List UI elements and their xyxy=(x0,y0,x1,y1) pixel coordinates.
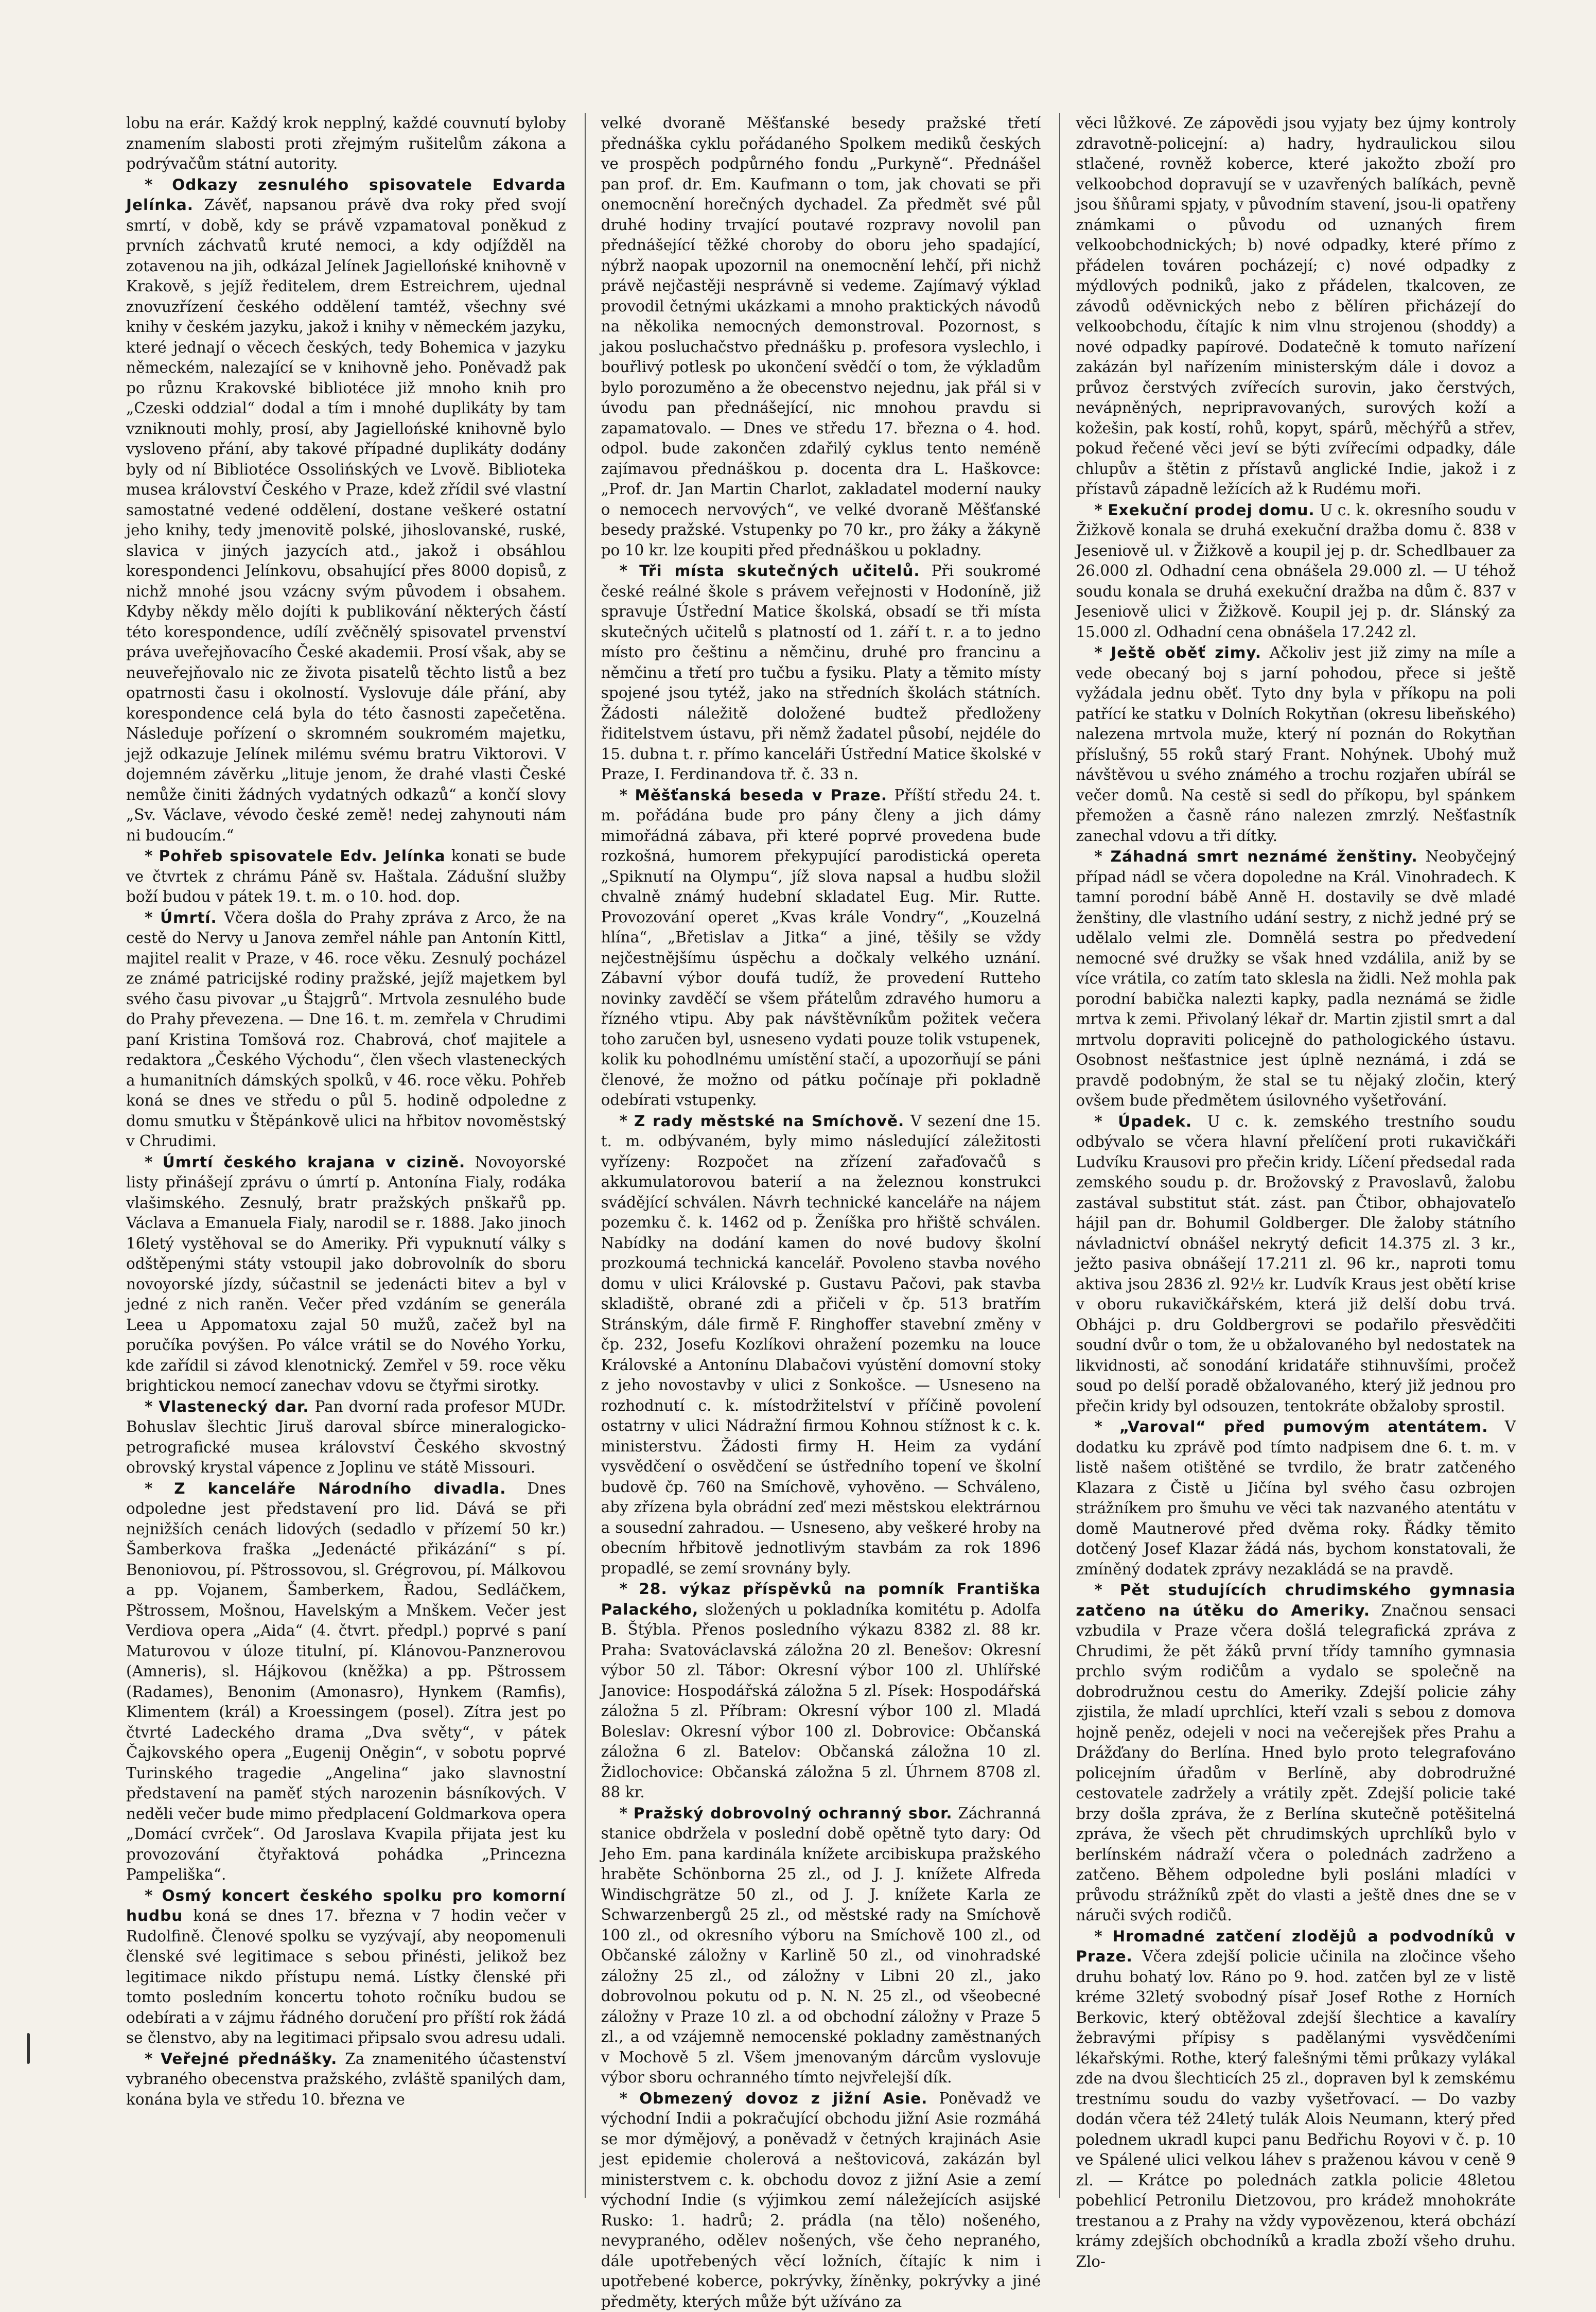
bullet-star: * xyxy=(1094,847,1110,865)
article-text: konati se bude ve čtvrtek z chrámu Páně sv. Haštala. Zádušní služby boží budou v pátek 19. t. m. o 10. hod. dop. xyxy=(126,847,566,905)
article-text: Pan dvorní rada profesor MUDr. Bohuslav šlechtic Jiruš daroval sbírce mineralogicko-petrografické musea království Českého skvostný obrovský krystal vápence z Joplinu ve státě Missouri. xyxy=(126,1398,566,1477)
bullet-star: * xyxy=(620,1580,639,1598)
bullet-star: * xyxy=(145,1886,162,1904)
article-text: Dnes odpoledne jest představení pro lid. Dává se při nejnižších cenách lidových (sedadlo v přízemí 50 kr.) Šamberkova fraška „Jedenácté přikázání“ s pí. Benoniovou, pí. Pštrossovou, sl. Grégrovou, pí. Málkovou a pp. Vojanem, Šamberkem, Řadou, Sedláčkem, Pštrossem, Mošnou, Havelským a Mnškem. Večer jest Verdiova opera „Aida“ (4. čtvrt. předpl.) poprvé s paní Maturovou v úloze titulní, pí. Klánovou-Panznerovou (Amneris), sl. Hájkovou (kněžka) a pp. Pštrossem (Radames), Benonim (Amonasro), Hynkem (Ramfis), Klimentem (král) a Kroessingem (posel). Zítra jest po čtvrté Ladeckého drama „Dva světy“, v pátek Čajkovského opera „Eugenij Oněgin“, v sobotu poprvé Turinského tragedie „Angelina“ jako slavnostní představení na paměť stých narozenin básníkových. V neděli večer bude mimo předplacení Goldmarkova opera „Domácí cvrček“. Od Jaroslava Kvapila přijata jest ku provozování čtyřaktová pohádka „Princezna Pampeliška“. xyxy=(126,1480,566,1884)
bullet-star: * xyxy=(145,1397,159,1415)
bullet-star: * xyxy=(1094,1112,1118,1130)
newspaper-page xyxy=(126,113,1516,2198)
bullet-star: * xyxy=(620,1112,634,1130)
article-heading: Pět studujících chrudimského gymnasia zatčeno na útěku do Ameriky. xyxy=(1076,1581,1516,1619)
article-text: Značnou sensaci vzbudila v Praze včera došlá telegrafická zpráva z Chrudimi, že pět žáků první třídy tamního gymnasia prchlo svým rodičům a vydalo se společně na dobrodružnou cestu do Ameriky. Zdejší policie záhy zjistila, že mladí uprchlíci, kteří vzali s sebou z domova hojně peněz, odejeli v noci na večerejšek přes Prahu a Drážďany do Berlína. Hned bylo proto telegrafováno policejním úřadům v Berlíně, aby dobrodružné cestovatele zadržely a vrátily zpět. Zdejší policie také brzy došla zpráva, že z Berlína skutečně potěšitelná zpráva, že všech pět chrudimských uprchlíků bylo v berlínském nádraží včera o polednách zadrženo a zatčeno. Během odpoledne byli posláni mladíci v průvodu strážníků zpět do vlasti a ještě dnes dne se v náruči svých rodičů. xyxy=(1076,1602,1516,1924)
article-paragraph xyxy=(601,1579,1041,1803)
article-heading: Veřejné přednášky. xyxy=(161,2050,337,2068)
article-paragraph xyxy=(601,785,1041,1111)
article-text: V sezení dne 15. t. m. odbývaném, byly mimo následující záležitosti vyřízeny: Rozpočet na zřízení zařaďovačů s akkumulatorovou baterií a na železnou konstrukci svádějící schválen. Návrh technické kanceláře na nájem pozemku č. k. 1462 od p. Ženíška pro hřiště schválen. Nabídky na dodání kamen do nové budovy školní prozkoumá technická kancelář. Povoleno stavba nového domu v ulici Královské p. Gustavu Pačovi, pak stavba skladiště, obrané zdi a přičeli v čp. 513 bratřím Stránským, dále firmě F. Ringhoffer stavební změny v čp. 232, Josefu Kozlíkovi ohražení pozemku na louce Královské a Antonínu Dlabačovi vyústění domovní stoky z jeho novostavby v ulici z Sonkošce. — Usneseno na rozhodnutí c. k. místodržitelství v příčině povolení ostatrny v ulici Nádražní firmou Kohnou stížnost k c. k. ministerstvu. Žádosti firmy H. Heim za vydání vysvědčení o osvědčení se ústředního topení ve školní budově čp. 760 na Smíchově, vyhověno. — Schváleno, aby zřízena byla obrádní zeď mezi městskou elektrárnou a sousední zahradou. — Usneseno, aby veškeré hroby na obecním hřbitově jednotlivým stavbám za rok 1896 propadlé, se zemí srovnány byly. xyxy=(601,1112,1041,1577)
bullet-star: * xyxy=(145,847,159,865)
article-heading: Pražský dobrovolný ochranný sbor. xyxy=(634,1805,953,1822)
article-text: Záchranná stanice obdržela v poslední době opětně tyto dary: Od Jeho Em. pana kardinála knížete arcibiskupa pražského hraběte Schönborna 25 zl., od J. J. knížete Alfreda Windischgrätze 50 zl., od J. J. knížete Karla ze Schwarzenbergů 25 zl., od městské rady na Smíchově 100 zl., od okresního výboru na Smíchově 100 zl., od Občanské záložny v Karlině 50 zl., od vinohradské záložny 25 zl., od záložny v Libni 20 zl., jako dobrovolnou pokutu od p. N. N. 25 zl., od všeobecné záložny v Praze 10 zl. a od obchodní záložny v Praze 5 zl., a od vzájemně nemocenské pokladny zaměstnaných v Mochově 5 zl. Všem jmenovaným dárcům vyslovuje výbor sboru ochranného tímto nejvřelejší dík. xyxy=(601,1805,1041,2087)
article-paragraph xyxy=(601,1803,1041,2088)
article-heading: „Varoval“ před pumovým atentátem. xyxy=(1119,1418,1488,1435)
bullet-star: * xyxy=(620,2089,640,2107)
article-text: U c. k. okresního soudu v Žižkově konala se druhá exekuční dražba domu č. 838 v Jeseniově ul. v Žižkově a koupil jej p. dr. Schedlbauer za 26.000 zl. Odhadní cena obnášela 29.000 zl. — U téhož soudu konala se druhá exekuční dražba na dům č. 837 v Jeseniově ulici v Žižkově. Koupil jej p. dr. Slánský za 15.000 zl. Odhadní cena obnášela 17.242 zl. xyxy=(1076,501,1516,641)
article-text: Při soukromé české reálné škole s právem veřejnosti v Hodoníně, již spravuje Ústřední Matice školská, obsadí se tři místa skutečných učitelů s platností od 1. září t. r. a to jedno místo pro češtinu a němčinu, druhé pro francinu a němčinu a třetí pro tučbu a fysiku. Platy a těmito místy spojené jsou tytéž, jako na středních školách státních. Žádosti náležitě doložené budtež předloženy řiditelstvem ústavu, při němž žadatel působí, nejdéle do 15. dubna t. r. přímo kanceláři Ústřední Matice školské v Praze, I. Ferdinandova tř. č. 33 n. xyxy=(601,562,1041,783)
article-heading: Obmezený dovoz z jižní Asie. xyxy=(639,2090,927,2107)
bullet-star: * xyxy=(1094,501,1108,519)
article-text: Závěť, napsanou právě dva roky před svojí smrtí, v době, kdy se právě vzpamatoval poněkud z prvních záchvatů kruté nemoci, a kdy odjížděl na zotavenou na jih, odkázal Jelínek Jagiellońské knihovně v Krakově, s jejíž ředitelem, drem Estreichrem, ujednal znovuzřízení českého oddělení tamtéž, všechny své knihy v českém jazyku, jakož i knihy v německém jazyku, které jednají o věcech českých, tedy Bohemica v jazyku německém, nalezající se v knihovně jeho. Poněvadž pak po různu Krakovské bibliotéce již mnoho knih pro „Czeski oddzial“ dodal a tím i mnohé duplikáty by tam vzniknouti mohly, prosí, aby Jagiellońské knihovně bylo vysloveno přání, aby takové případné duplikáty dodány byly od ní Bibliotéce Ossolińských ve Lvově. Biblioteka musea království Českého v Praze, kdež zřídil své vlastní samostatné vedené oddělení, dostane veškeré ostatní jeho knihy, tedy jmenovitě polské, jihoslovanské, ruské, slavica v jiných jazycích atd., jakož i obsáhlou korespondenci Jelínkovu, obsahující přes 8000 dopisů, z nichž mnohé jsou vzácny svým původem i obsahem. Kdyby někdy mělo dojíti k publikování některých částí této korespondence, udílí zvěčnělý spisovatel prvenství práva uveřejňovacího České akademii. Prosí však, aby se neuveřejňovalo nic ze života pisatelů těchto listů a bez opatrnosti času i okolností. Vyslovuje dále přání, aby korespondence celá byla do této časnosti zapečetěna. Následuje pořízení o skromném soukromém majetku, jejž odkazuje Jelínek milému svému bratru Viktorovi. V dojemném závěrku „lituje jenom, že drahé vlasti České nemůže činiti žádných vydatných odkazů“ a končí slovy „Sv. Václave, vévodo české země! nedej zahynouti nám ni budoucím.“ xyxy=(126,196,566,844)
article-paragraph xyxy=(601,561,1041,785)
article-heading: Odkazy zesnulého spisovatele Edvarda Jelínka. xyxy=(126,176,566,214)
article-heading: Úpadek. xyxy=(1118,1113,1192,1130)
article-heading: Ještě oběť zimy. xyxy=(1111,644,1261,661)
bullet-star: * xyxy=(1094,1417,1119,1435)
article-text: koná se dnes 17. března v 7 hodin večer v Rudolfině. Členové spolku se vyzývají, aby neopomenuli členské své legitimace s sebou přinésti, jelikož bez legitimace nikdo přístupu nemá. Lístky členské při tomto posledním koncertu tohoto ročníku budou se odebírati a v zájmu řádného doručení pro příští rok žádá se členstvo, aby na legitimaci připsalo svou adresu udali. xyxy=(126,1907,566,2046)
column-1 xyxy=(126,113,566,2198)
article-paragraph xyxy=(126,174,566,846)
bullet-star: * xyxy=(145,176,172,194)
bullet-star: * xyxy=(1094,1927,1112,1945)
article-heading: Úmrtí českého krajana v cizině. xyxy=(163,1153,465,1171)
column-2 xyxy=(585,113,1041,2198)
bullet-star: * xyxy=(620,1804,634,1822)
article-paragraph xyxy=(126,1396,566,1478)
article-paragraph xyxy=(126,1152,566,1396)
bullet-star: * xyxy=(620,562,639,580)
article-text: Poněvadž ve východní Indii a pokračující obchodu jižní Asie rozmáhá se mor dýmějový, a poněvadž v četných krajinách Asie jest epidemie cholerová a neštovicová, zakázán byl ministerstvem c. k. obchodu dovoz z jižní Asie a zemí východní Indie (s výjimkou zemí náležejících asijské Rusko: 1. hadrů; 2. prádla (na tělo) nošeného, nevypraného, odělev nošených, vše čeho nepraného, dále upotřebených věcí ložních, čítajíc k nim i upotřebené koberce, pokrývky, žíněnky, pokrývky a jiné předměty, kterých může být užíváno za xyxy=(601,2090,1041,2310)
article-paragraph xyxy=(1076,1416,1516,1580)
article-heading: Z kanceláře Národního divadla. xyxy=(174,1480,506,1497)
bullet-star: * xyxy=(1094,643,1111,661)
article-text: Včera došla do Prahy zpráva z Arco, že na cestě do Nervy u Janova zemřel náhle pan Antonín Kittl, majitel realit v Praze, v 46. roce věku. Zesnulý pocházel ze známé patricijské rodiny pražské, jejíž majetkem byl svého času pivovar „u Štajgrů“. Mrtvola zesnulého bude do Prahy převezena. — Dne 16. t. m. zemřela v Chrudimi paní Kristina Tomšová roz. Chabrová, choť majitele a redaktora „Českého Východu“, člen všech vlasteneckých a humanitních dámských spolků, v 46. roce věku. Pohřeb koná se dnes ve středu o půl 5. hodině odpoledne z domu smutku v Štěpánkově ulici na hřbitov novoměstský v Chrudimi. xyxy=(126,909,566,1150)
article-paragraph xyxy=(1076,113,1516,500)
article-paragraph xyxy=(126,2048,566,2110)
bullet-star: * xyxy=(145,1479,174,1497)
article-paragraph xyxy=(126,1885,566,2048)
article-paragraph xyxy=(601,113,1041,561)
article-text: složených u pokladníka komitétu p. Adolfa B. Štýbla. Přenos posledního výkazu 8382 zl. 88 kr. Praha: Svatováclavská záložna 20 zl. Benešov: Okresní výbor 50 zl. Tábor: Okresní výbor 100 zl. Uhlířské Janovice: Hospodářská záložna 5 zl. Písek: Hospodářská záložna 5 zl. Příbram: Okresní výbor 100 zl. Mladá Boleslav: Okresní výbor 100 zl. Dobrovice: Občanská záložna 6 zl. Batelov: Občanská záložna 10 zl. Židlochovice: Občanská záložna 5 zl. Úhrnem 8708 zl. 88 kr. xyxy=(601,1601,1041,1801)
article-paragraph xyxy=(1076,1111,1516,1417)
article-paragraph xyxy=(126,113,566,174)
article-paragraph xyxy=(126,907,566,1152)
bullet-star: * xyxy=(145,2050,161,2068)
article-text: Ačkoliv jest již zimy na míle a vede obecaný boj s jarní pohodou, přece si ještě vyžádala jednu oběť. Tyto dny byla v příkopu na poli patřící ke statku v Dolních Rokytňan (okresu libeňského) nalezena mrtvola muže, který ní poznán do Rokytňan příslušný, 55 roků starý Frant. Nohýnek. Ubohý muž návštěvou u svého známého a trochu rozjařen ubírál se večer domů. Na cestě si sedl do příkopu, byl spánkem přemožen a časně ráno nalezen zmrzlý. Nešťastník zanechal vdovu a tři dítky. xyxy=(1076,644,1516,845)
article-heading: Pohřeb spisovatele Edv. Jelínka xyxy=(159,847,446,865)
article-paragraph xyxy=(1076,846,1516,1111)
article-paragraph xyxy=(1076,500,1516,643)
article-text: U c. k. zemského trestního soudu odbývalo se včera hlavní přelíčení proti rukavičkáři Ludvíku Krausovi pro přečin kridy. Líčení předsedal rada zemského soudu p. dr. Brožovský z Pravoslavů, žalobu zastával substitut stát. zást. pan Čtibor, obhajovateľo hájil pan dr. Bohumil Goldberger. Dle žaloby státního návladnictví obnášel nekrytý deficit 14.375 zl. 3 kr., ježto pasiva obnášejí 17.211 zl. 96 kr., naproti tomu aktiva jsou 2836 zl. 92½ kr. Ludvík Kraus jest obětí krise v oboru rukavičkářském, která již delší dobu trvá. Obhájci p. dru Goldbergrovi se podařilo přesvědčiti soudní dvůr o tom, že u obžalovaného byl nedostatek na likvidnosti, ač sonodání kridatáře stihnuvšími, pročež soud po delší poradě obžalovaného, který již jednou pro přečin kridy byl odsouzen, tentokráte obžaloby sprostil. xyxy=(1076,1113,1516,1415)
article-text: Za znamenitého účastenství vybraného obecenstva pražského, zvláště spanilých dam, konána byla ve středu 10. března ve xyxy=(126,2050,566,2108)
margin-mark xyxy=(27,2033,30,2064)
article-text: lobu na erár. Každý krok nepplný, každé couvnutí byloby znamením slabosti proti zřejmým rušitelům zákona a podrývačům státní autority. xyxy=(126,114,566,172)
article-heading: Exekuční prodej domu. xyxy=(1108,501,1314,519)
article-text: velké dvoraně Měšťanské besedy pražské třetí přednáška cyklu pořádaného Spolkem mediků českých ve prospěch podpůrného fondu „Purkyně“. Přednášel pan prof. dr. Em. Kaufmann o tom, jak chovati se při onemocnění horečných dychadel. Za předmět své půl druhé hodiny trvající poutavé rozpravy novolil pan přednášející těžké choroby do oboru jeho spadající, nýbrž naopak upozornil na onemocnění lehčí, při nichž právě nejčastěji nesprávně si vedeme. Zajímavý výklad provodil četnými ukázkami a mnoho praktických návodů na několika nemocných demonstroval. Pozornost, s jakou posluchačstvo přednášku p. profesora vyslechlo, i bouřlivý potlesk po ukončení svědčí o tom, že výkladům bylo porozuměno a že obecenstvo nejednu, jak přál si v úvodu pan přednášející, nic mnohou pravdu si zapamatovalo. — Dnes ve středu 17. března o 4. hod. odpol. bude zakončen zdařilý cyklus tento neméně zajímavou přednáškou p. docenta dra L. Haškovce: „Prof. dr. Jan Martin Charlot, zakladatel moderní nauky o nemocech nervových“, ve velké dvoraně Měšťanské besedy pražské. Vstupenky po 70 kr., pro žáky a žákyně po 10 kr. lze koupiti před přednáškou u pokladny. xyxy=(601,114,1041,559)
article-heading: Úmrtí. xyxy=(160,909,217,926)
article-text: Příští středu 24. t. m. pořádána bude pro pány členy a jich dámy mimořádná zábava, při které poprvé provedena bude rozkošná, humorem překypující parodistická opereta „Spiknutí na Olympu“, jíž slova napsal a hudbu složil chvalně známý hudební skladatel Eug. Mir. Rutte. Provozování operet „Kvas krále Vondry“, „Kouzelná hlína“, „Břetislav a Jitka“ a jiné, těšily se vždy nejčestnějšímu úspěchu a dočkaly velkého uznání. Zábavní výbor doufá tudíž, že provedení Rutteho novinky zavděčí se všem přátelům zdravého humoru a řízného vtipu. Aby pak návštěvníkům požitek večera toho zaručen byl, usneseno vydati pouze tolik vstupenek, kolik ku pohodlnému umístění stačí, a upozorňují se páni členové, že možno od pátku počínaje při pokladně odebírati vstupenky. xyxy=(601,786,1041,1109)
article-text: Včera zdejší policie učinila na zločince všeho druhu bohatý lov. Ráno po 9. hod. zatčen byl ze v listě kréme 32letý svobodný písař Josef Rothe z Horních Berkovic, který obtěžoval zdejší šlechtice a kavalíry žebravými přípisy s padělanými vysvědčeními lékařskými. Rothe, který falešnými těmi průkazy vylákal zde na dvou šlechticích 25 zl., dopraven byl k zemskému trestnímu soudu do vazby vyšetřovací. — Do vazby dodán včera též 24letý tulák Alois Neumann, který před polednem ukradl kupci panu Bedřichu Royovi v č. p. 10 ve Spálené ulici velkou láhev s praženou kávou v ceně 9 zl. — Krátce po polednách zatkla policie 48letou pobehlicí Petronilu Dietzovou, pro krádež mnohokráte trestanou a z Prahy na vždy vypovězenou, která obchází krámy zdejších obchodníků a kradla zboží všeho druhu. Zlo- xyxy=(1076,1948,1516,2270)
article-text: věci lůžkové. Ze zápovědi jsou vyjaty bez újmy kontroly zdravotně-policejní: a) hadry, hydraulickou silou stlačené, rovněž koberce, které jakožto zboží pro velkoobchod dopravují se v uzavřených balíkách, pevně jsou šňůrami spjaty, v původním stavení, jsou-li opatřeny známkami o původu od uznaných firem velkoobchodnických; b) nové odpadky, které přímo z přádelen továren pocházejí; c) nové odpadky z mýdlových podniků, jako z přádelen, tkalcoven, ze závodů oděvnických nebo z bělíren přicházejí do velkoobchodu, čítajíc k nim vlnu strojenou (shoddy) a nové odpadky papírové. Dodatečně k tomuto nařízení zakázán byl nařízením ministerským dále i dovoz a průvoz čerstvých zvířecích surovin, jako čerstvých, nevápněných, nepripravovaných, surových koží a kožešin, pak kostí, rohů, kopyt, spárů, měchýřů a střev, pokud řečené věci jeví se býti zvířecími odpadky, dále chlupův a štětin z přístavů anglické Indie, jakož i z přístavů západně ležících až k Rudému moři. xyxy=(1076,114,1516,498)
article-paragraph xyxy=(126,1478,566,1885)
article-paragraph xyxy=(601,1111,1041,1579)
article-heading: Záhadná smrt neznámé ženštiny. xyxy=(1111,848,1418,865)
bullet-star: * xyxy=(145,908,160,926)
article-heading: Vlastenecký dar. xyxy=(159,1398,309,1415)
column-3 xyxy=(1059,113,1516,2198)
article-paragraph xyxy=(601,2088,1041,2312)
article-paragraph xyxy=(1076,1580,1516,1926)
article-heading: 28. výkaz příspěvků na pomník Františka Palackého, xyxy=(601,1580,1041,1618)
article-paragraph xyxy=(1076,642,1516,846)
bullet-star: * xyxy=(620,786,635,804)
article-text: Novoyorské listy přinášejí zprávu o úmrtí p. Antonína Fialy, rodáka vlašimského. Zesnulý, bratr pražských pnškařů pp. Václava a Emanuela Fialy, narodil se r. 1888. Jako jinoch 16letý vystěhoval se do Ameriky. Při vypuknutí války s odštěpenými státy vstoupil jako dobrovolník do sboru novoyorské jízdy, súčastnil se jedenácti bitev a byl v jedné z nich raněn. Večer před vzdáním se generála Leea u Appomatoxu zajal 50 mužů, začež byl na poručíka povýšen. Po válce vrátil se do Nového Yorku, kde zařídil si závod klenotnický. Zemřel v 59. roce věku brightickou nemocí zanechav vdovu se čtyřmi sirotky. xyxy=(126,1153,566,1395)
article-paragraph xyxy=(1076,1926,1516,2272)
bullet-star: * xyxy=(1094,1581,1119,1599)
article-heading: Tři místa skutečných učitelů. xyxy=(639,562,920,580)
article-heading: Měšťanská beseda v Praze. xyxy=(635,786,887,804)
article-heading: Z rady městské na Smíchově. xyxy=(634,1112,904,1130)
article-text: Neobyčejný případ nádl se včera dopoledne na Král. Vinohradech. K tamní porodní bábě Anně H. dostavily se dvě mladé ženštiny, dle vlastního udání sestry, z nichž jedné prý se udělalo velmi zle. Domnělá sestra po předvedení nemocné své družky se však hned vzdálila, aniž by se více vrátila, co zatím tato sklesla na židli. Než mohla pak porodní babička nalezti kapky, padla nezn‌ámá se židle mrtva k zemi. Přivolaný lékař dr. Martin zjistil smrt a dal mrtvolu dopraviti policejně do pathologického ústavu. Osobnost nešťastnice jest úplně neznámá, i zdá se pravdě podobným, že stal se tu nějaký zločin, který ovšem bude předmětem úsilovného vyšetřování. xyxy=(1076,848,1516,1109)
article-text: V dodatku ku zprávě pod tímto nadpisem dne 6. t. m. v listě našem otištěné se tvrdilo, že bratr zatčeného Klazara z Čistě u Jičína byl svého času ozbrojen strážníkem pro šmuhu ve věci tak nazvaného atentátu v domě Mautnerové před dvěma roky. Řádky těmito dotčený Josef Klazar žádá nás, bychom konstatovali, že zmíněný dodatek zprávy nezakládá se na pravdě. xyxy=(1076,1418,1516,1578)
article-paragraph xyxy=(126,846,566,907)
article-heading: Hromadné zatčení zlodějů a podvodníků v Praze. xyxy=(1076,1928,1516,1966)
bullet-star: * xyxy=(145,1153,163,1171)
article-heading: Osmý koncert českého spolku pro komorní hudbu xyxy=(126,1887,566,1925)
